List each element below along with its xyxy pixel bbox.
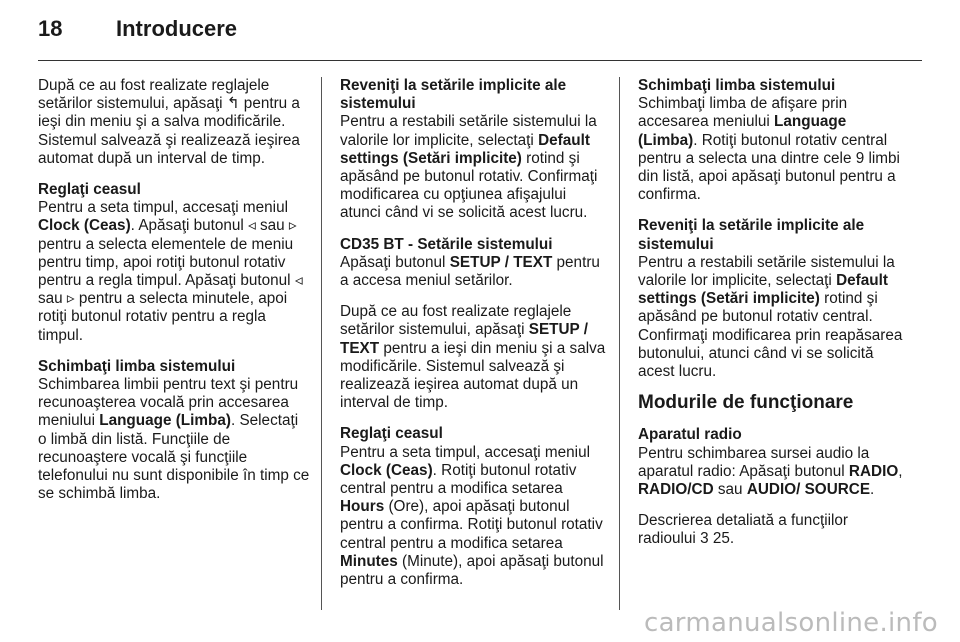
column-middle — [340, 77, 608, 602]
section — [38, 181, 310, 345]
button-name: RADIO — [848, 462, 899, 480]
text: . Rotiţi butonul rotativ central pentru a selecta una dintre cele 9 limbi din listă, apoi apăsaţi butonul pentru a confirma. — [638, 131, 900, 204]
section-heading: CD35 BT - Setările sistemului — [340, 235, 553, 253]
text: Schimbaţi limba de afişare prin accesarea meniului — [638, 95, 848, 131]
section-heading: Reglaţi ceasul — [38, 181, 141, 199]
chapter-heading: Modurile de funcţionare — [638, 392, 854, 414]
text: Pentru a seta timpul, accesaţi meniul — [340, 443, 590, 461]
menu-name: Language (Limba) — [99, 412, 231, 430]
text: După ce au fost realizate reglajele setărilor sistemului, apăsaţi — [340, 303, 572, 339]
text: (Ore), apoi apăsaţi butonul pentru a confirma. Rotiţi butonul rotativ central pentru a modifica setarea — [340, 498, 603, 552]
paragraph — [340, 303, 608, 412]
menu-name: Default settings (Setări implicite) — [340, 131, 590, 167]
section-heading: Reveniţi la setările implicite ale sistemului — [638, 217, 865, 253]
text: Pentru a seta timpul, accesaţi meniul — [38, 199, 288, 217]
text: Pentru a restabili setările sistemului la valorile lor implicite, selectaţi — [340, 113, 597, 149]
text: rotind şi apăsând pe butonul rotativ. Confirmaţi modificarea cu opţiunea afişajului atunci când vi se solicită acest lucru. — [340, 149, 598, 222]
text: . — [870, 481, 875, 499]
button-name: AUDIO/ SOURCE — [746, 481, 871, 499]
setting-name: Minutes — [340, 552, 398, 570]
section — [638, 77, 910, 204]
button-name: RADIO/CD — [638, 481, 714, 499]
section — [340, 425, 608, 589]
text: . Rotiţi butonul rotativ central pentru a modifica setarea — [340, 461, 577, 498]
section — [638, 217, 910, 381]
button-name: SETUP / TEXT — [340, 321, 588, 357]
setting-name: Hours — [340, 498, 385, 516]
text: Apăsaţi butonul — [340, 253, 450, 271]
text: pentru a ieşi din meniu şi a salva modificările. Sistemul salvează şi realizează ieşirea automat după un interval de timp. — [340, 339, 606, 412]
text: rotind şi apăsând pe butonul rotativ central. Confirmaţi modificarea prin reapăsarea butonului, atunci când vi se solicită acest lucru. — [638, 290, 903, 381]
text: Pentru schimbarea sursei audio la aparatul radio: Apăsaţi butonul — [638, 444, 870, 480]
paragraph: După ce au fost realizate reglajele setărilor sistemului, apăsaţi ↰ pentru a ieşi din meniu şi a salva modificările. Sistemul salvează şi realizează ieşirea automat după un interval de timp. — [38, 77, 300, 167]
text: Schimbarea limbii pentru text şi pentru recunoaşterea vocală prin accesarea meniului — [38, 376, 299, 430]
section-heading: Reveniţi la setările implicite ale sistemului — [340, 77, 567, 113]
text: sau — [713, 481, 747, 499]
column-divider — [619, 77, 620, 610]
paragraph — [638, 512, 910, 548]
section — [38, 358, 310, 504]
section-heading: Schimbaţi limba sistemului — [38, 357, 236, 375]
text: Descrierea detaliată a funcţiilor radioului — [638, 512, 849, 548]
column-right — [638, 77, 910, 562]
page-title: Introducere — [116, 16, 238, 41]
watermark: carmanualsonline.info — [643, 608, 938, 638]
page-number: 18 — [38, 16, 63, 41]
text: (Minute), apoi apăsaţi butonul pentru a confirma. — [340, 552, 604, 589]
text: Pentru a restabili setările sistemului la valorile lor implicite, selectaţi — [638, 253, 895, 290]
section-heading: Reglaţi ceasul — [340, 425, 443, 443]
column-divider — [321, 77, 322, 610]
text: , — [898, 462, 903, 480]
text: . Selectaţi o limbă din listă. Funcţiile de recunoaştere vocală şi funcţiile telefonului nu sunt disponibile în timp ce se schimbă limba. — [38, 412, 310, 503]
menu-name: Default settings (Setări implicite) — [638, 272, 888, 308]
section — [340, 236, 608, 291]
text: pentru a accesa meniul setărilor. — [340, 253, 600, 290]
section-heading: Schimbaţi limba sistemului — [638, 77, 836, 94]
button-name: SETUP / TEXT — [449, 253, 553, 271]
text: . Apăsaţi butonul ◃ sau ▹ pentru a selecta elementele de meniu pentru timp, apoi rotiţi butonul rotativ pentru a regla timpul. Apăsaţi butonul ◃ sau ▹ pentru a selecta minutele, apoi rotiţi butonul rotativ pentru a regla timpul. — [38, 217, 303, 344]
column-left — [38, 77, 310, 516]
header-rule — [38, 60, 922, 61]
menu-name: Clock (Ceas) — [38, 217, 131, 235]
page-reference-link[interactable]: 3 25. — [700, 530, 735, 548]
page-header — [38, 16, 237, 42]
section-heading: Aparatul radio — [638, 426, 742, 444]
section — [638, 426, 910, 499]
menu-name: Clock (Ceas) — [340, 461, 433, 479]
menu-name: Language (Limba) — [638, 113, 847, 149]
section — [340, 77, 608, 223]
